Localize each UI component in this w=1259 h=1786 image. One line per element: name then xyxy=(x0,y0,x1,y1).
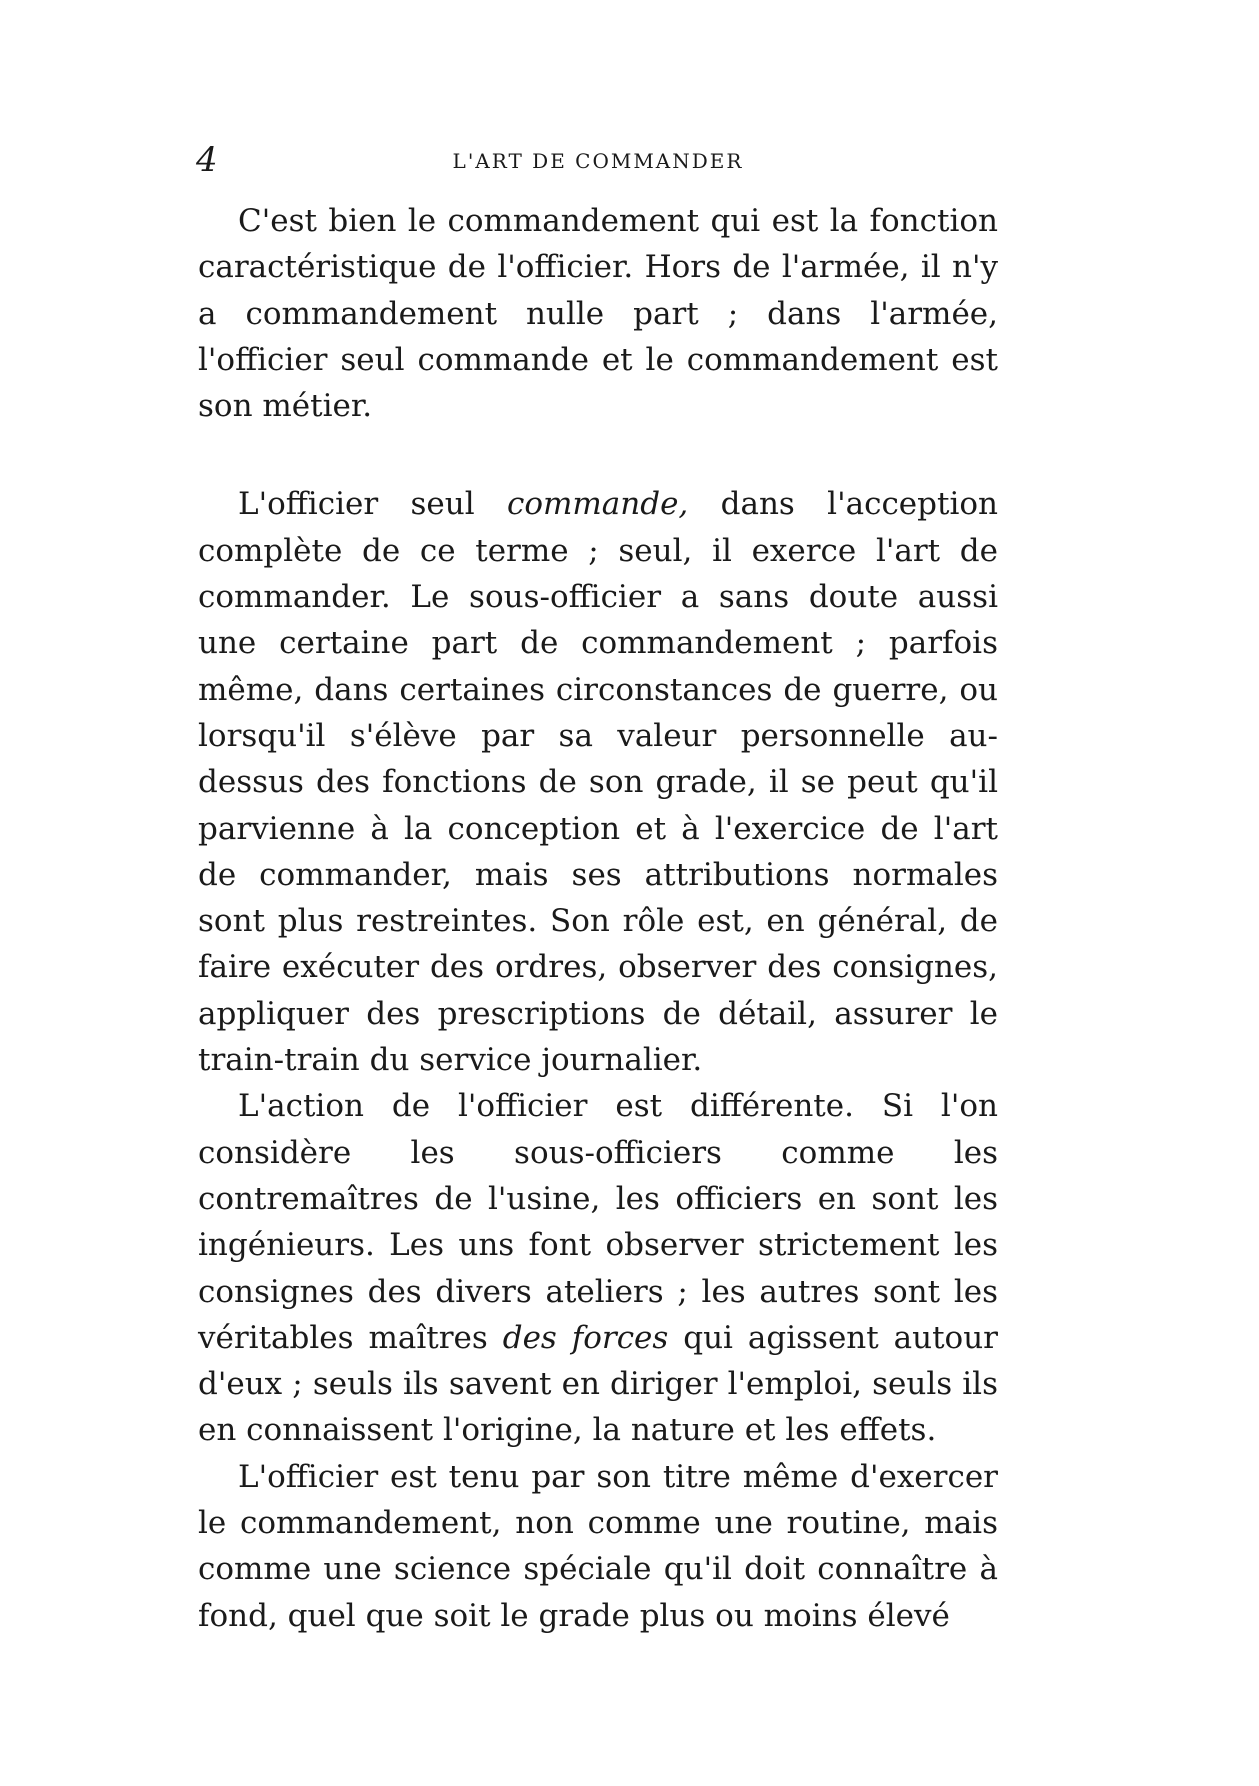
paragraph-1-text: C'est bien le commandement qui est la fonction caractéristique de l'officier. Hors de l'armée, il n'y a commandement nulle part ; dans l'armée, l'officier seul commande et le commandement est son métier. xyxy=(198,203,998,425)
body-text xyxy=(198,198,998,1639)
paragraph-3-text-a: L'action de l'officier est différente. Si l'on considère les sous-officiers comme les contremaîtres de l'usine, les officiers en sont les ingénieurs. Les uns font observer strictement les consignes des divers ateliers ; les autres sont les véritables maîtres xyxy=(198,1088,998,1356)
paragraph-3-emphasis: des forces xyxy=(502,1319,669,1356)
paragraph-2 xyxy=(198,481,998,1083)
page-number: 4 xyxy=(196,140,218,180)
paragraph-4-text: L'officier est tenu par son titre même d'exercer le commandement, non comme une routine, mais comme une science spéciale qu'il doit connaître à fond, quel que soit le grade plus ou moins élevé xyxy=(198,1458,998,1634)
running-head xyxy=(198,140,998,180)
book-page xyxy=(198,140,998,1639)
paragraph-1 xyxy=(198,198,998,429)
paragraph-2-emphasis: commande, xyxy=(506,486,689,523)
paragraph-3-text-b: qui agissent autour d'eux ; seuls ils savent en diriger l'emploi, seuls ils en connaissent l'origine, la nature et les effets. xyxy=(198,1319,999,1449)
paragraph-2-text-a: L'officier seul xyxy=(238,486,507,523)
paragraph-4 xyxy=(198,1454,998,1639)
paragraph-3 xyxy=(198,1083,998,1453)
running-title: L'ART DE COMMANDER xyxy=(452,149,744,173)
paragraph-2-text-b: dans l'acception complète de ce terme ; seul, il exerce l'art de commander. Le sous-officier a sans doute aussi une certaine part de commandement ; parfois même, dans certaines circonstances de guerre, ou lorsqu'il s'élève par sa valeur personnelle au-dessus des fonctions de son grade, il se peut qu'il parvienne à la conception et à l'exercice de l'art de commander, mais ses attributions normales sont plus restreintes. Son rôle est, en général, de faire exécuter des ordres, observer des consignes, appliquer des prescriptions de détail, assurer le train-train du service journalier. xyxy=(198,486,998,1079)
